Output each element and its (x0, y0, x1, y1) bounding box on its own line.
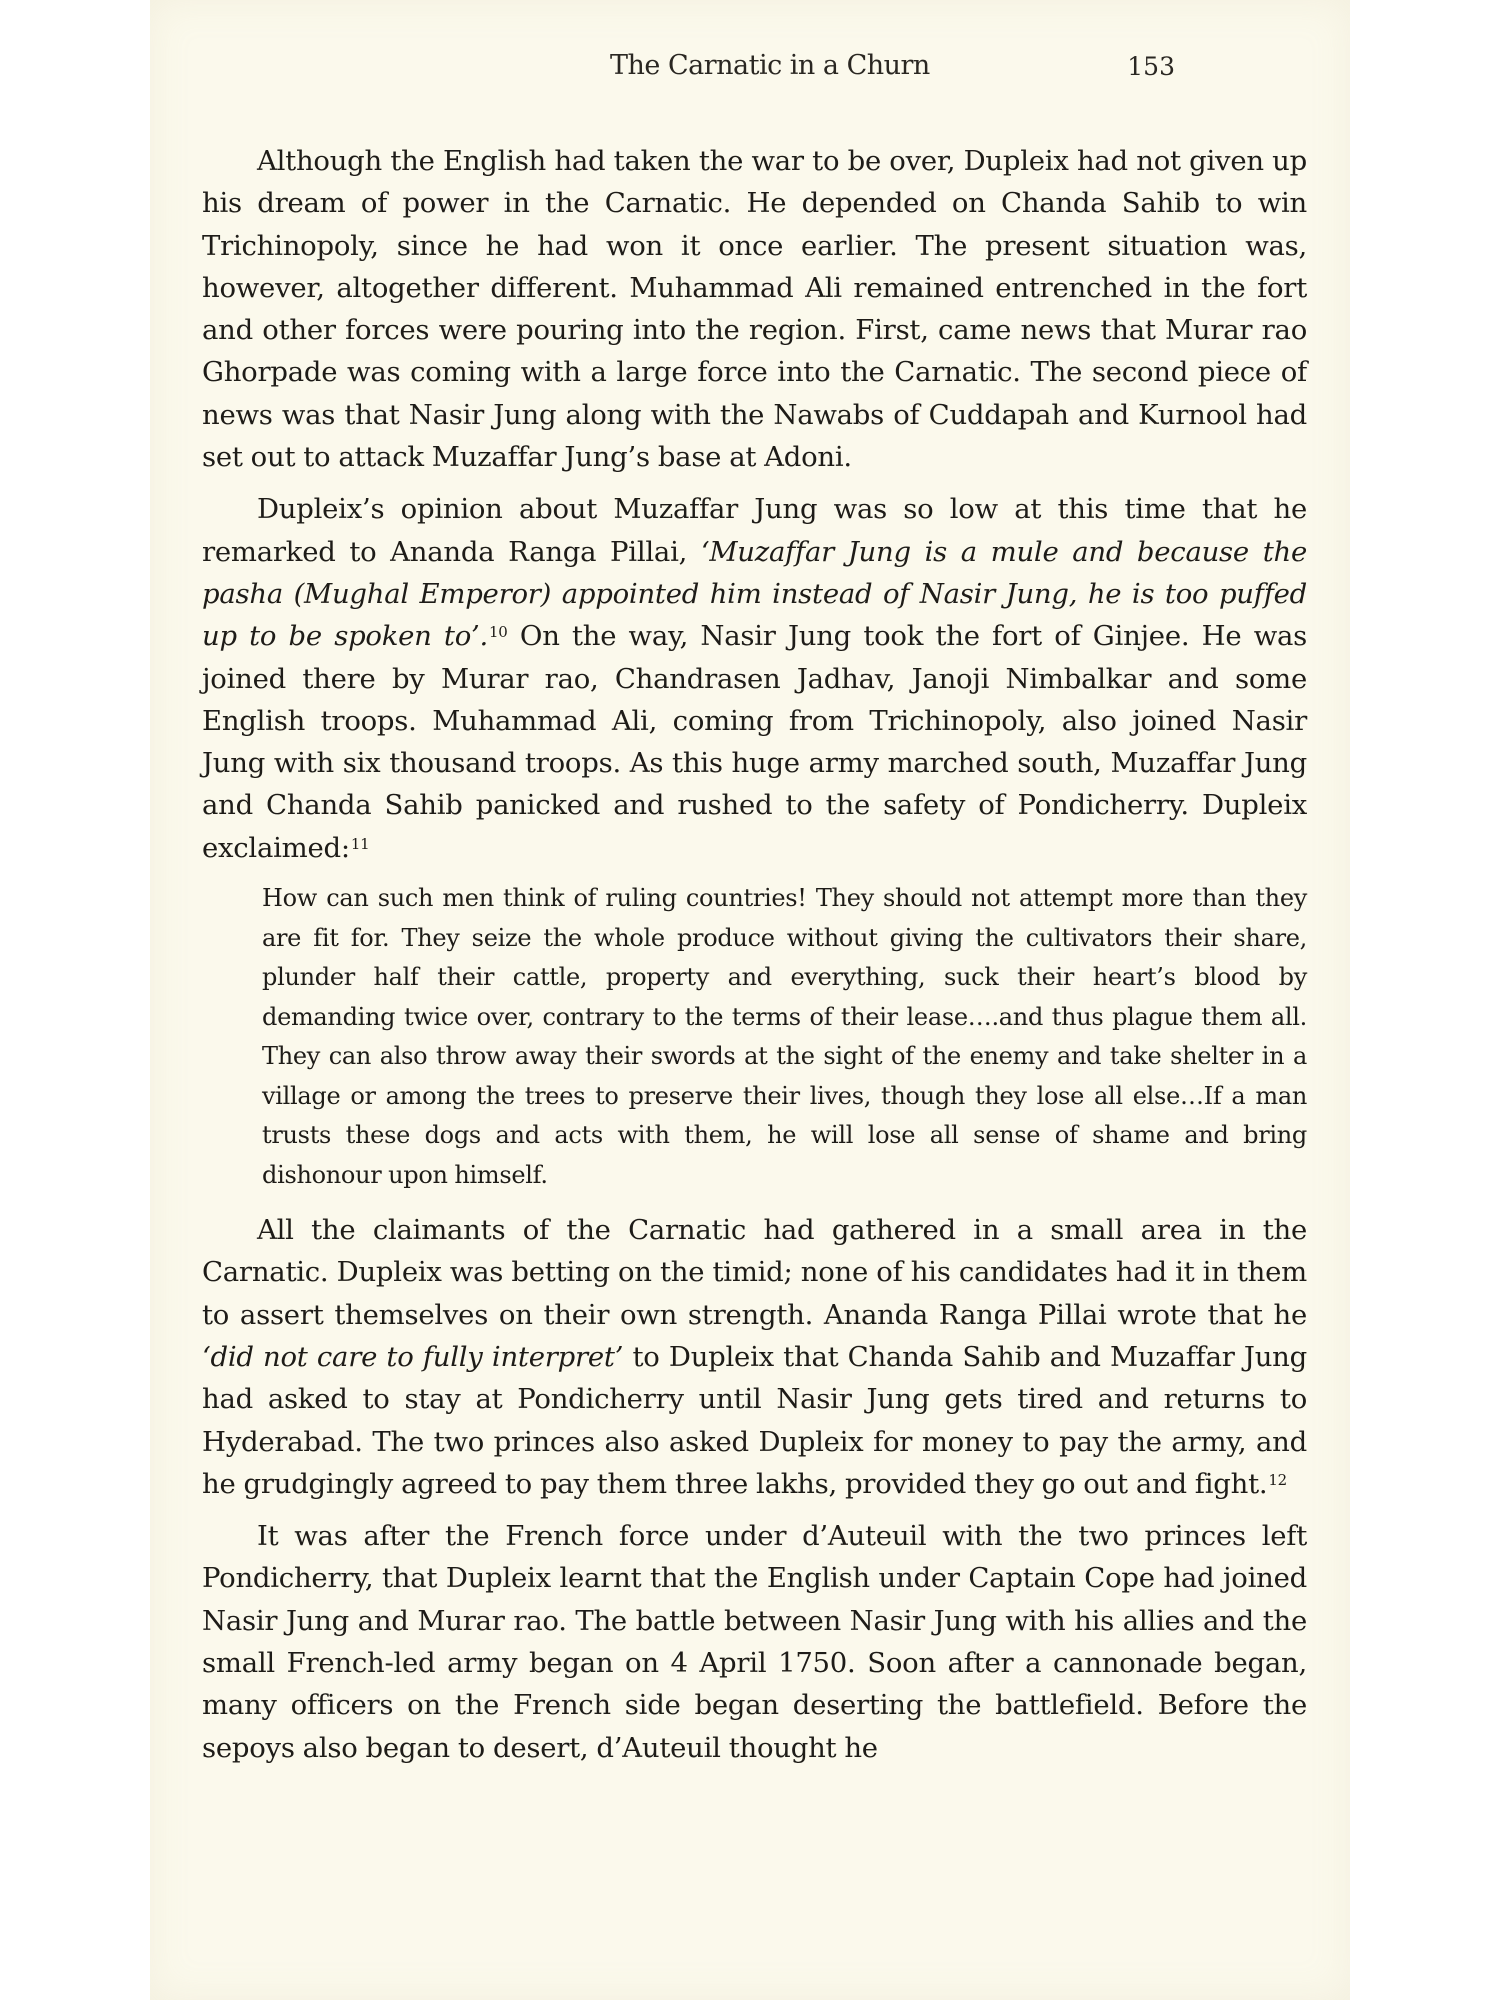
paragraph-2-rest: On the way, Nasir Jung took the fort of Ginjee. He was joined there by Murar rao, Chandrasen Jadhav, Janoji Nimbalkar and some English troops. Muhammad Ali, coming from Trichinopoly, also joined Nasir Jung with six thousand troops. As this huge army marched south, Muzaffar Jung and Chanda Sahib panicked and rushed to the safety of Pondicherry. Dupleix exclaimed: (202, 620, 1307, 864)
muzaffar-quote: ‘Muzaffar Jung is a mule and because the pasha (Mughal Emperor) appointed him instead of Nasir Jung, he is too puffed up to be spoken to’. (202, 535, 1307, 653)
footnote-ref-10: 10 (489, 623, 508, 642)
body-text (202, 140, 1307, 1769)
paragraph-3-lead: All the claimants of the Carnatic had gathered in a small area in the Carnatic. Dupleix was betting on the timid; none of his candidates had it in them to assert themselves on their own strength. Ananda Ranga Pillai wrote that he (202, 1214, 1307, 1331)
footnote-ref-11: 11 (350, 834, 370, 853)
paragraph-3 (202, 1209, 1307, 1505)
paragraph-2-lead: Dupleix’s opinion about Muzaffar Jung was so low at this time that he remarked to Ananda Ranga Pillai, (202, 493, 1307, 568)
page-number: 153 (1127, 52, 1175, 81)
running-title: The Carnatic in a Churn (610, 50, 930, 81)
paragraph-3-rest: to Dupleix that Chanda Sahib and Muzaffar Jung had asked to stay at Pondicherry until Nasir Jung gets tired and returns to Hyderabad. The two princes also asked Dupleix for money to pay the army, and he grudgingly agreed to pay them three lakhs, provided they go out and fight. (202, 1340, 1307, 1500)
paragraph-1: Although the English had taken the war to be over, Dupleix had not given up his dream of power in the Carnatic. He depended on Chanda Sahib to win Trichinopoly, since he had won it once earlier. The present situation was, however, altogether different. Muhammad Ali remained entrenched in the fort and other forces were pouring into the region. First, came news that Murar rao Ghorpade was coming with a large force into the Carnatic. The second piece of news was that Nasir Jung along with the Nawabs of Cuddapah and Kurnool had set out to attack Muzaffar Jung’s base at Adoni. (202, 145, 1307, 474)
pillai-quote: ‘did not care to fully interpret’ (202, 1340, 624, 1373)
book-page (150, 0, 1350, 2000)
block-quote: How can such men think of ruling countries! They should not attempt more than they are fit for. They seize the whole produce without giving the cultivators their share, plunder half their cattle, property and everything, suck their heart’s blood by demanding twice over, contrary to the terms of their lease….and thus plague them all. They can also throw away their swords at the sight of the enemy and take shelter in a village or among the trees to preserve their lives, though they lose all else…If a man trusts these dogs and acts with them, he will lose all sense of shame and bring dishonour upon himself. (262, 884, 1307, 1189)
paragraph-4: It was after the French force under d’Auteuil with the two princes left Pondicherry, that Dupleix learnt that the English under Captain Cope had joined Nasir Jung and Murar rao. The battle between Nasir Jung with his allies and the small French-led army began on 4 April 1750. Soon after a cannonade began, many officers on the French side began deserting the battlefield. Before the sepoys also began to desert, d’Auteuil thought he (202, 1520, 1307, 1764)
running-head (150, 50, 1350, 90)
paragraph-2 (202, 488, 1307, 869)
footnote-ref-12: 12 (1268, 1470, 1287, 1489)
